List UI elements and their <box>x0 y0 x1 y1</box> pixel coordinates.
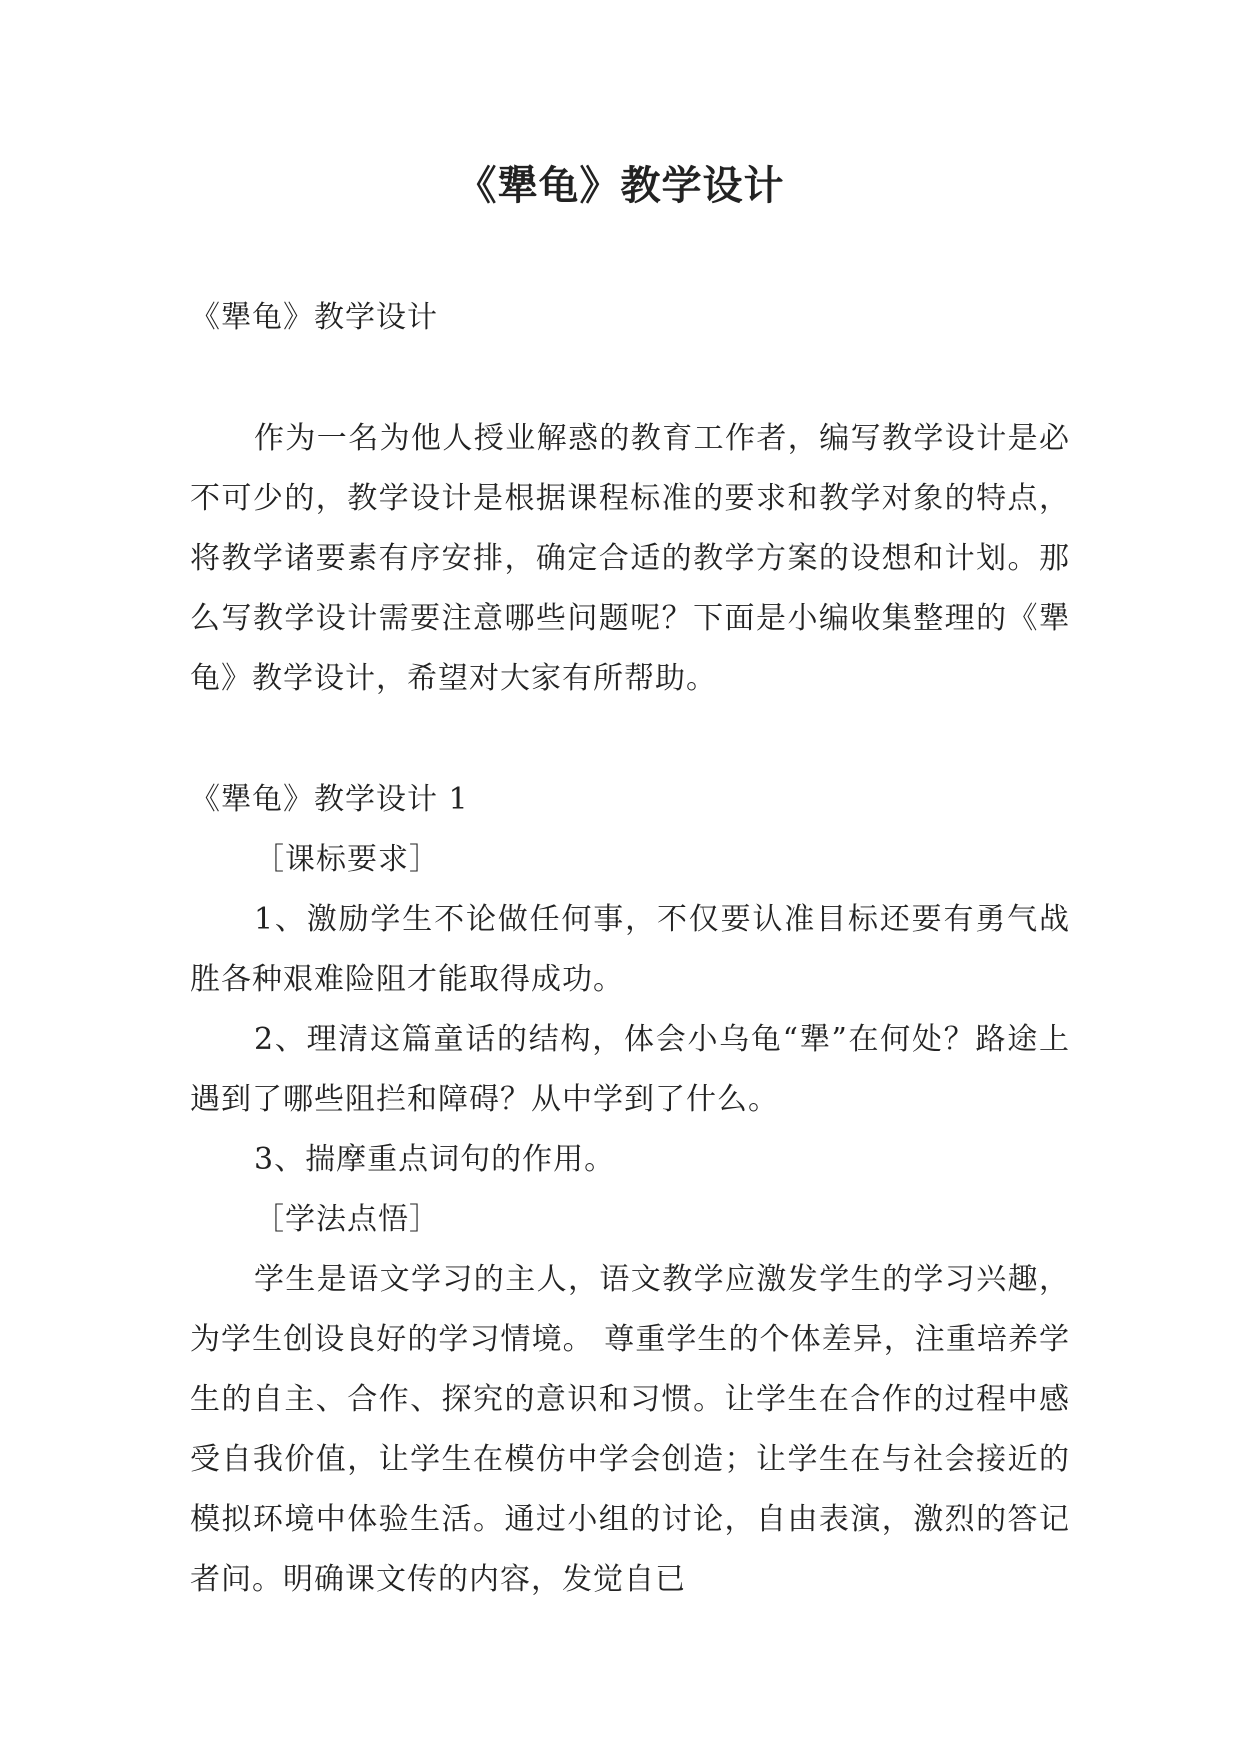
method-label: ［学法点悟］ <box>254 1202 440 1237</box>
intro-paragraph: 作为一名为他人授业解惑的教育工作者，编写教学设计是必不可少的，教学设计是根据课程标准的要求和教学对象的特点，将教学诸要素有序安排，确定合适的教学方案的设想和计划。那么写教学设计需要注意哪些问题呢？下面是小编收集整理的《犟龟》教学设计，希望对大家有所帮助。 <box>190 421 1070 696</box>
page-title: 《犟龟》教学设计 <box>456 163 785 209</box>
subtitle: 《犟龟》教学设计 <box>190 300 438 335</box>
document-body <box>190 288 1070 1610</box>
standard-item: 2、理清这篇童话的结构，体会小乌龟“犟”在何处？路途上遇到了哪些阻拦和障碍？从中学到了什么。 <box>190 1022 1070 1117</box>
standard-item: 1、激励学生不论做任何事，不仅要认准目标还要有勇气战胜各种艰难险阻才能取得成功。 <box>190 902 1070 997</box>
method-paragraph: 学生是语文学习的主人，语文教学应激发学生的学习兴趣，为学生创设良好的学习情境。 尊重学生的个体差异，注重培养学生的自主、合作、探究的意识和习惯。让学生在合作的过程中感受自我价值，让学生在模仿中学会创造；让学生在与社会接近的模拟环境中体验生活。通过小组的讨论，自由表演，激烈的答记者问。明确课文传的内容，发觉自已 <box>190 1262 1070 1597</box>
section-heading: 《犟龟》教学设计 1 <box>190 782 469 817</box>
standard-item: 3、揣摩重点词句的作用。 <box>254 1142 616 1177</box>
standards-label: ［课标要求］ <box>254 842 440 877</box>
